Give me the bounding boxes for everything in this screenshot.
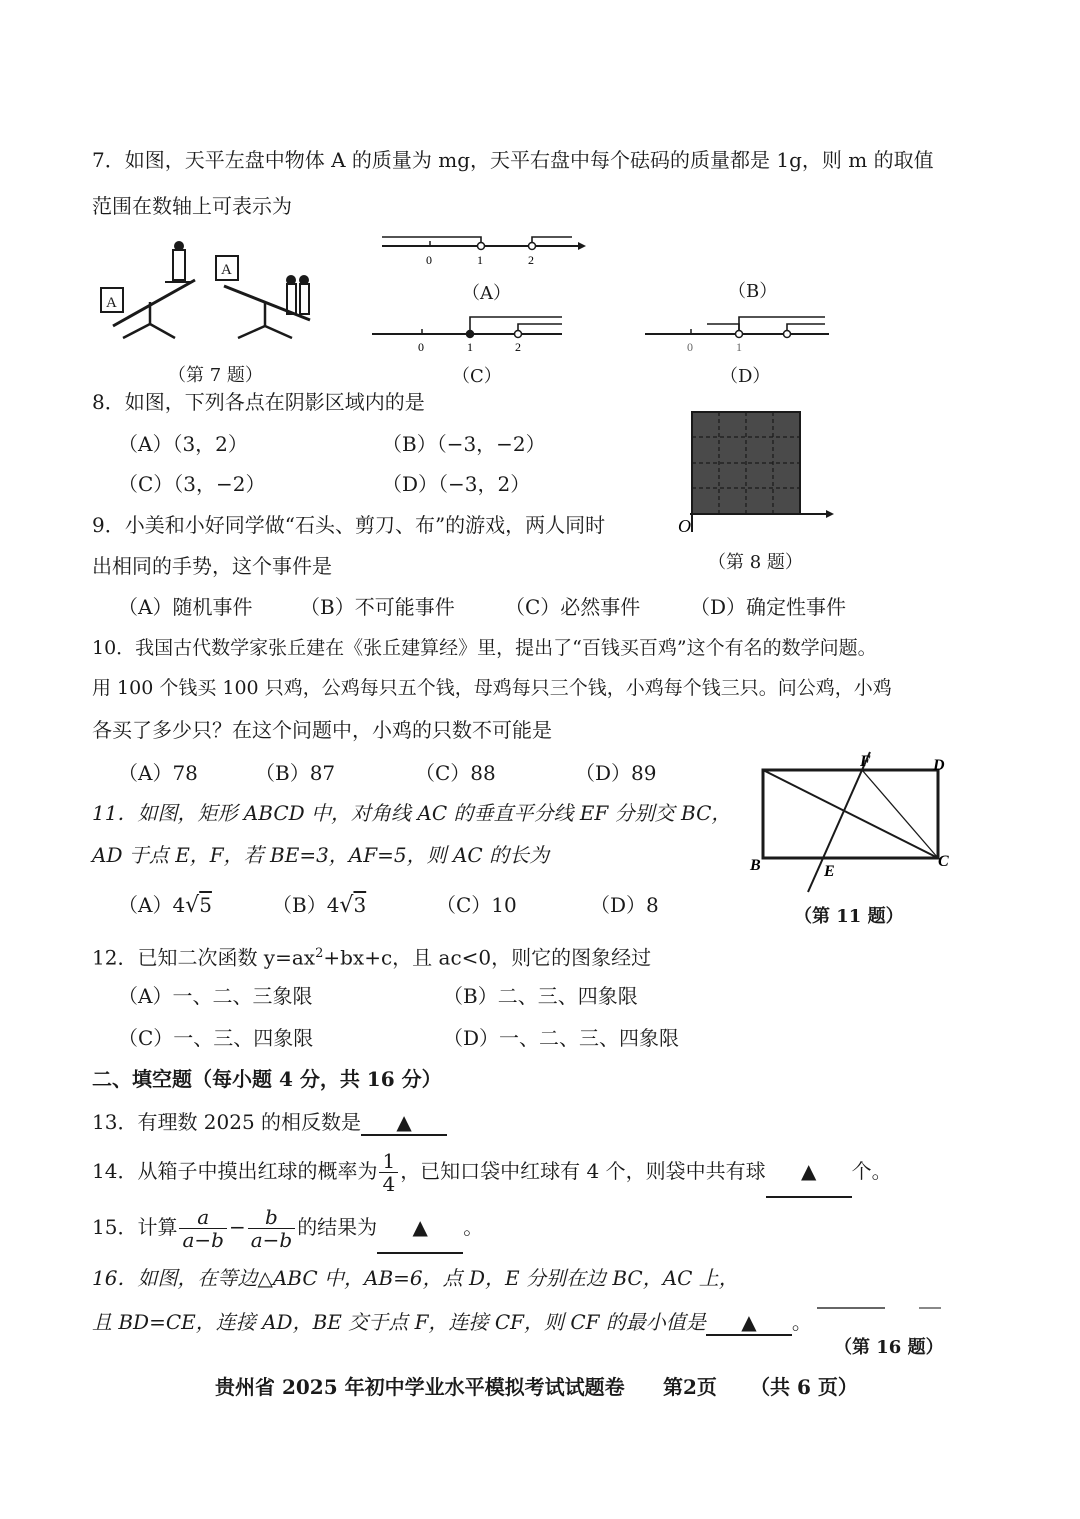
- q11-label-e: E: [824, 863, 835, 880]
- q11-label-c: C: [938, 853, 949, 870]
- q8-origin-label: O: [678, 516, 691, 536]
- q11-option-a: （A）4√5: [118, 893, 212, 918]
- footer-title: 贵州省 2025 年初中学业水平模拟考试试题卷: [215, 1375, 625, 1399]
- q7d-tick-1: 1: [736, 340, 742, 354]
- q7c-tick-0: 0: [418, 340, 424, 354]
- q12-stem-exponent: 2: [315, 946, 324, 961]
- q14-fraction-den: 4: [382, 1172, 396, 1196]
- q7c-tick-2: 2: [515, 340, 521, 354]
- q11-option-b: （B）4√3: [272, 893, 367, 918]
- q16-caption: （第 16 题）: [834, 1337, 944, 1358]
- q8-option-d: （D）（−3，2）: [382, 472, 531, 496]
- q7-number-line-d: [645, 312, 835, 352]
- q10-option-a: （A）78: [118, 761, 198, 785]
- q13-line: [92, 1110, 447, 1136]
- q8-option-b: （B）（−3，−2）: [382, 432, 546, 456]
- q15-fraction-1-num: a: [179, 1206, 226, 1229]
- q10-stem-line3: 各买了多少只？在这个问题中，小鸡的只数不可能是: [92, 718, 552, 742]
- q14-stem-before: 14．从箱子中摸出红球的概率为: [92, 1159, 378, 1183]
- q7a-tick-1: 1: [477, 253, 483, 267]
- q12-option-d: （D）一、二、三、四象限: [443, 1026, 680, 1050]
- q8-option-c: （C）（3，−2）: [118, 472, 266, 496]
- q15-stem-end: 。: [463, 1215, 484, 1239]
- q7-right-block-label: A: [221, 262, 232, 278]
- q7c-tick-1: 1: [467, 340, 473, 354]
- q8-option-a: （A）（3，2）: [118, 432, 248, 456]
- q15-answer-blank[interactable]: ▲: [377, 1202, 463, 1254]
- q9-option-b: （B）不可能事件: [300, 595, 455, 619]
- q9-option-a: （A）随机事件: [118, 595, 253, 619]
- q7-option-b-label: （B）: [728, 281, 778, 302]
- section-2-heading: 二、填空题（每小题 4 分，共 16 分）: [92, 1067, 442, 1091]
- q16-line2: [92, 1310, 812, 1336]
- q11-label-b: B: [750, 857, 761, 874]
- q11-stem-line2: AD 于点 E，F，若 BE=3，AF=5，则 AC 的长为: [92, 843, 550, 867]
- q9-stem-line1: 9．小美和小好同学做“石头、剪刀、布”的游戏，两人同时: [92, 513, 606, 537]
- q7-option-a-label: （A）: [462, 283, 511, 304]
- q9-option-d: （D）确定性事件: [690, 595, 847, 619]
- q12-stem-part1: 12．已知二次函数 y=ax: [92, 945, 316, 970]
- q15-fraction-2-den: a−b: [250, 1228, 293, 1252]
- q9-stem-line2: 出相同的手势，这个事件是: [92, 554, 332, 578]
- q7-option-d-label: （D）: [720, 366, 771, 387]
- q16-stem-end: 。: [791, 1310, 812, 1334]
- q10-stem-line1: 10．我国古代数学家张丘建在《张丘建算经》里，提出了“百钱买百鸡”这个有名的数学问题。: [92, 637, 877, 659]
- q8-shaded-grid-figure: [676, 408, 836, 538]
- q11-option-b-radicand: 3: [353, 893, 367, 917]
- q15-fraction-2: [248, 1206, 295, 1251]
- q10-option-b: （B）87: [255, 761, 336, 785]
- q13-answer-blank[interactable]: ▲: [361, 1110, 447, 1136]
- q10-option-c: （C）88: [415, 761, 496, 785]
- q7a-tick-2: 2: [528, 253, 534, 267]
- q7-left-block-label: A: [106, 295, 117, 311]
- q14-fraction: [379, 1150, 398, 1195]
- q7-option-c-label: （C）: [452, 366, 502, 387]
- q16-stem-line1: 16．如图，在等边△ABC 中，AB=6，点 D，E 分别在边 BC，AC 上，: [92, 1266, 739, 1290]
- q16-answer-blank[interactable]: ▲: [706, 1310, 792, 1336]
- q12-option-c: （C）一、三、四象限: [118, 1026, 314, 1050]
- q15-line: [92, 1202, 483, 1254]
- q7d-tick-0: 0: [687, 340, 693, 354]
- q11-label-f: F: [860, 753, 871, 770]
- q10-option-d: （D）89: [575, 761, 657, 785]
- q15-minus: −: [228, 1215, 246, 1239]
- q11-option-a-radicand: 5: [199, 893, 212, 917]
- q12-option-b: （B）二、三、四象限: [443, 984, 638, 1008]
- q7-caption: （第 7 题）: [168, 365, 263, 386]
- q7-stem-line1: 7．如图，天平左盘中物体 A 的质量为 mg，天平右盘中每个砝码的质量都是 1g，则 m 的取值: [92, 148, 934, 172]
- q11-rectangle-figure: [748, 752, 958, 897]
- q7-number-line-a: [382, 232, 582, 272]
- footer-total-pages: （共 6 页）: [750, 1375, 858, 1399]
- q14-stem-end: 个。: [851, 1159, 892, 1183]
- q11-caption: （第 11 题）: [794, 906, 904, 927]
- q15-fraction-1-den: a−b: [182, 1228, 224, 1252]
- q9-option-c: （C）必然事件: [505, 595, 641, 619]
- q8-stem: 8．如图，下列各点在阴影区域内的是: [92, 390, 425, 414]
- q7-balance-figure-left: [95, 238, 205, 343]
- q7a-tick-0: 0: [426, 253, 432, 267]
- q15-stem-before: 15．计算: [92, 1215, 178, 1239]
- q15-stem-after: 的结果为: [297, 1215, 378, 1239]
- footer-page-number: 第2页: [663, 1375, 717, 1399]
- q14-stem-after: ，已知口袋中红球有 4 个，则袋中共有球: [400, 1159, 766, 1183]
- q10-stem-line2: 用 100 个钱买 100 只鸡，公鸡每只五个钱，母鸡每只三个钱，小鸡每个钱三只。问公鸡，小鸡: [92, 677, 892, 699]
- q11-option-d: （D）8: [590, 893, 659, 917]
- q15-fraction-2-num: b: [248, 1206, 295, 1229]
- q14-line: [92, 1146, 892, 1198]
- q7-balance-figure-right: [210, 238, 325, 343]
- q11-label-d: D: [933, 757, 945, 774]
- q16-figure-fragment: [815, 1300, 945, 1320]
- q8-caption: （第 8 题）: [708, 552, 803, 573]
- q11-stem-line1: 11．如图，矩形 ABCD 中，对角线 AC 的垂直平分线 EF 分别交 BC，: [92, 801, 732, 825]
- q11-option-b-prefix: （B）4: [272, 893, 340, 917]
- q11-option-a-prefix: （A）4: [118, 893, 186, 917]
- q11-option-c: （C）10: [436, 893, 517, 917]
- q15-fraction-1: [179, 1206, 226, 1251]
- q14-answer-blank[interactable]: ▲: [766, 1146, 852, 1198]
- q16-stem-line2: 且 BD=CE，连接 AD，BE 交于点 F，连接 CF，则 CF 的最小值是: [92, 1310, 706, 1334]
- q12-stem: [92, 942, 651, 970]
- q7-number-line-c: [372, 312, 572, 352]
- q14-fraction-num: 1: [379, 1150, 398, 1173]
- q7-stem-line2: 范围在数轴上可表示为: [92, 194, 292, 218]
- q13-stem: 13．有理数 2025 的相反数是: [92, 1110, 362, 1134]
- q12-option-a: （A）一、二、三象限: [118, 984, 313, 1008]
- q12-stem-part2: +bx+c，且 ac<0，则它的图象经过: [323, 945, 652, 970]
